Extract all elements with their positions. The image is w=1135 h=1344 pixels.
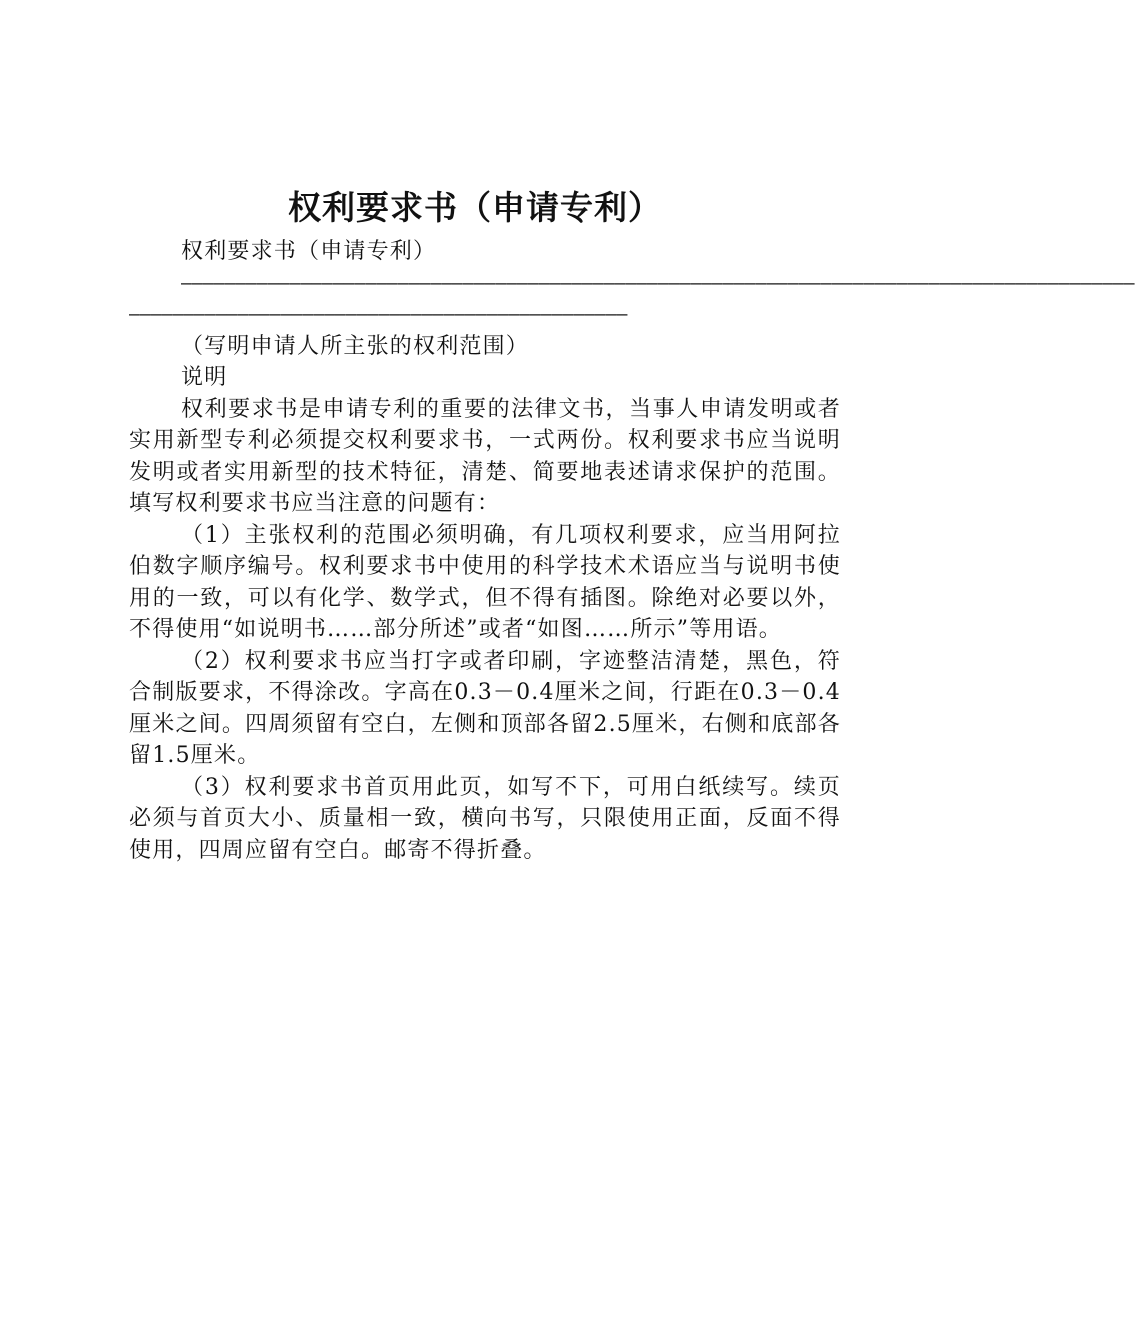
- fill-in-line: ————————————————————————————————————————————————————————————————————————————————————————: [181, 272, 1135, 294]
- paragraph-item-3: （3）权利要求书首页用此页，如写不下，可用白纸续写。续页必须与首页大小、质量相一致，横向书写，只限使用正面，反面不得使用，四周应留有空白。邮寄不得折叠。: [129, 774, 841, 863]
- document-title: 权利要求书（申请专利）: [288, 188, 662, 227]
- paragraph-item-2: （2）权利要求书应当打字或者印刷，字迹整洁清楚，黑色，符合制版要求，不得涂改。字高在0.3－0.4厘米之间，行距在0.3－0.4厘米之间。四周须留有空白，左侧和顶部各留2.5厘米，右侧和底部各留1.5厘米。: [129, 648, 841, 768]
- document-subtitle: 权利要求书（申请专利）: [181, 239, 437, 264]
- document-body: [129, 236, 1135, 866]
- section-heading: 说明: [181, 365, 228, 390]
- paragraph-item-1: （1）主张权利的范围必须明确，有几项权利要求，应当用阿拉伯数字顺序编号。权利要求书中使用的科学技术术语应当与说明书使用的一致，可以有化学、数学式，但不得有插图。除绝对必要以外，不得使用“如说明书……部分所述”或者“如图……所示”等用语。: [129, 522, 841, 642]
- fill-in-line-continued: ——————————————————————————————————————————————: [129, 304, 628, 325]
- instruction-text: （写明申请人所主张的权利范围）: [181, 333, 530, 359]
- paragraph-intro: 权利要求书是申请专利的重要的法律文书，当事人申请发明或者实用新型专利必须提交权利要求书，一式两份。权利要求书应当说明发明或者实用新型的技术特征，清楚、简要地表述请求保护的范围。填写权利要求书应当注意的问题有：: [129, 396, 841, 516]
